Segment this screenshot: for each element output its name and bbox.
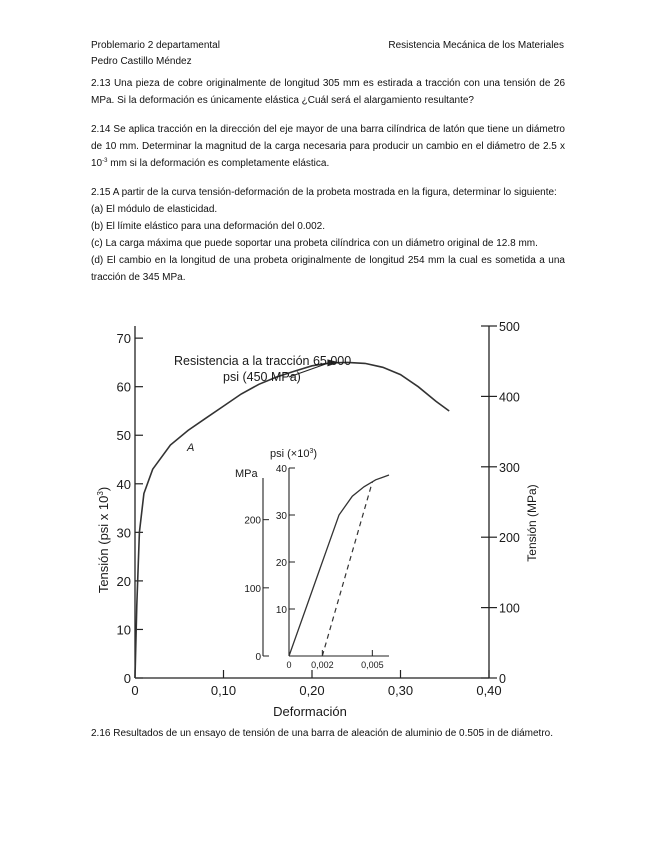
main-y-axis-label: Tensión (psi x $10^3$) — [96, 486, 111, 594]
x-tick-label: 0 — [131, 683, 139, 698]
problem-2-15-intro: 2.15 A partir de la curva tensión-deformación de la probeta mostrada en la figura, determinar lo siguiente: — [91, 187, 557, 198]
inset-mpa-tick-label: 0 — [255, 652, 261, 663]
point-a-label: A — [187, 442, 195, 454]
inset-y-tick-label: 10 — [275, 605, 287, 616]
header-author: Pedro Castillo Méndez — [91, 56, 192, 67]
y-tick-label: 50 — [116, 428, 131, 444]
right-y-axis-label: Tensión (MPa) — [525, 484, 539, 562]
problem-2-13: 2.13 Una pieza de cobre originalmente de longitud 305 mm es estirada a tracción con una tensión de 26 MPa. Si la deformación es únicamente elástica ¿Cuál será el alargamiento resultante? — [91, 78, 565, 106]
inset-y-tick-label: 20 — [275, 558, 287, 569]
stress-strain-figure — [91, 318, 565, 720]
inset-curve-series — [289, 475, 389, 656]
problem-2-15-a: (a) El módulo de elasticidad. — [91, 204, 218, 215]
y-right-tick-label: 300 — [499, 460, 520, 475]
x-tick-label: 0,20 — [299, 683, 325, 698]
header-subject: Resistencia Mecánica de los Materiales — [388, 40, 564, 51]
inset-x-tick-label: 0,005 — [361, 660, 384, 670]
inset-mpa-label: MPa — [235, 468, 258, 480]
problem-2-16: 2.16 Resultados de un ensayo de tensión de una barra de aleación de aluminio de 0.505 in de diámetro. — [91, 728, 553, 739]
main-axes — [135, 326, 489, 678]
problem-2-15-c: (c) La carga máxima que puede soportar una probeta cilíndrica con un diámetro original de 12.8 mm. — [91, 238, 538, 249]
x-tick-label: 0,10 — [210, 683, 237, 698]
problem-2-14 — [91, 121, 565, 172]
problem-2-15 — [91, 184, 565, 286]
x-tick-label: 0,40 — [476, 683, 502, 698]
y-tick-label: 20 — [116, 573, 131, 589]
y-tick-label: 30 — [116, 525, 131, 541]
inset-y-tick-label: 40 — [275, 464, 287, 475]
x-axis-label: Deformación — [273, 704, 347, 719]
y-tick-label: 70 — [116, 331, 131, 347]
uts-annotation-line1: Resistencia a la tracción 65 000 — [174, 354, 352, 368]
y-right-tick-label: 500 — [499, 320, 520, 334]
problem-2-15-d: (d) El cambio en la longitud de una probeta originalmente de longitud 254 mm la cual es sometida a una tracción de 345 MPa. — [91, 255, 565, 283]
y-tick-label: 0 — [123, 671, 131, 686]
main-curve — [135, 359, 449, 678]
inset-curves — [289, 475, 389, 656]
inset-x-tick-label: 0,002 — [311, 660, 334, 670]
x-tick-label: 0,30 — [387, 683, 414, 698]
y-right-tick-label: 400 — [499, 390, 520, 405]
inset-offset-line — [322, 482, 372, 656]
header-course-title: Problemario 2 departamental — [91, 40, 220, 51]
y-right-tick-label: 200 — [499, 531, 520, 546]
problem-2-14-text: 2.14 Se aplica tracción en la dirección del eje mayor de una barra cilíndrica de latón que tiene un diámetro de 10 mm. Determinar la magnitud de la carga necesaria para producir un cambio en el diámetro de 2.5 x 10 — [91, 124, 565, 169]
inset-axes — [244, 464, 389, 670]
problem-2-14-exponent: -3 — [102, 158, 108, 164]
inset-x-tick-label: 0 — [286, 660, 292, 670]
stress-strain-series — [135, 362, 449, 678]
y-tick-label: 60 — [116, 379, 131, 395]
y-right-tick-label: 100 — [499, 601, 520, 616]
y-right-tick-label: 0 — [499, 672, 506, 686]
problem-2-15-b: (b) El límite elástico para una deformación del 0.002. — [91, 221, 326, 232]
inset-mpa-tick-label: 100 — [244, 583, 261, 595]
inset-mpa-tick-label: 200 — [244, 515, 261, 527]
main-ticks — [117, 320, 520, 698]
y-tick-label: 10 — [116, 622, 131, 638]
inset-y-tick-label: 30 — [275, 511, 287, 522]
uts-annotation-line2: psi (450 MPa) — [223, 370, 301, 384]
problem-2-14-text-end: mm si la deformación es completamente elástica. — [107, 158, 330, 169]
inset-psi-label: psi $(\times 10^3)$ — [270, 448, 318, 460]
y-tick-label: 40 — [116, 476, 131, 492]
header-course — [91, 38, 220, 70]
